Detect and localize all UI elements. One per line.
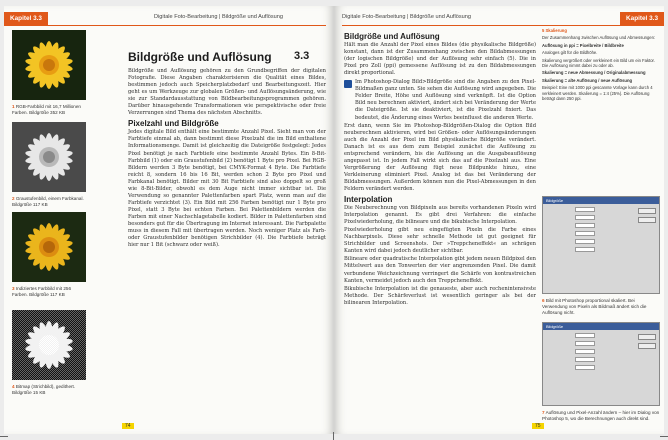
dialog-1-ok-button [638,208,656,214]
subheading-interpolation: Interpolation [344,195,393,205]
tip-block [344,79,536,122]
formula-note: Analoges gilt für die Bildhöhe. [542,50,598,56]
dialog-1-row [546,230,656,236]
section-number: 3.3 [294,50,310,62]
bicubic-paragraph: Bikubische Interpolation ist die genaueste, aber auch rechenintensivste Methode. Der Schärfeverlust ist wesentlich geringer als bei der bilinearen Interpolation. [344,285,536,306]
pixel-repetition-paragraph: Pixelwiederholung gibt neu eingefügten Pixeln die Farbe eines Nachbarpixels. Diese sehr schnelle Methode ist gut geeignet für Strichbilder und Screenshots. Der »Treppcheneffekt« an schrägen Kanten wird dabei jedoch deutlicher sichtbar. [344,227,536,255]
dialog-1-cancel-button [638,217,656,223]
dialog-1-row [546,246,656,252]
dialog-2-ok-button [638,334,656,340]
flower-indexed-image [12,212,86,282]
image-size-dialog-1 [542,196,660,294]
sidebar [542,28,660,101]
running-header-left: Digitale Foto-Bearbeitung | Bildgröße und Auflösung [154,14,283,20]
caption-6: 6 Bild mit Photoshop proportional skaliert. Bei Verwendung von Pixeln als Bildmaß ändert sich die Auflösung nicht. [542,298,647,315]
dialog-2-cancel-button [638,343,656,349]
skalierung-text: Skalierung vergrößert oder verkleinert ein Bild um ein Faktor. Die Auflösung nimmt dabei zu oder ab. [542,57,655,69]
flower-grayscale-image [12,122,86,192]
pixelzahl-paragraph: Jedes digitale Bild enthält eine bestimmte Anzahl Pixel. Sieht man von der Farbtiefe einmal ab, dann bestimmt diese Pixelzahl die im Bild enthaltene Informationsmenge. Damit ist gleichzeitig die Dateigröße festgelegt: Jedes Pixel benötigt je nach Farbtiefe eine bestimmte Anzahl Bytes. Ein 8-Bit-Farbbild (1) oder ein Graustufenbild (2) benötigt 1 Byte pro Pixel. Bei RGB-Bildern werden 3 Byte benötigt, bei CMYK-Format 4 Byte. Die Farbtiefe reicht 8, sondern 16 bis 16 Bit, werden schon 2 Byte pro Pixel und Farbkanal benötigt. Bilder mit 30 Bit Farbtiefe sind also doppelt so groß wie 8-Bit-Bilder, obwohl es dem Auge nicht immer sichtbar ist. Die Verwendung so genannter Palettenfarben spart Platz, wenn man auf die Farbtiefe verzichtet (3). Ein Bild mit 256 Farben benötigt nur 1 Byte pro Pixel, statt 3 Byte bei echten Farben. Bei Palettenbildern werden die Farben mit einer Nachschlagetabelle kodiert. Bilder in Palettenfarben sind besonders gut für die Übertragung im Internet interessant. Die Farbpalette muss in diesem Fall mit übertragen werden. Noch weniger Platz als Farb- oder Graustufenbilder benötigen Strichbilder (4). Die Farbtiefe beträgt hier nur 1 Bit (schwarz oder weiß). [128,129,326,249]
image-size-dialog-2 [542,322,660,406]
tip-paragraph-2: Erst dann, wenn Sie im Photoshop-Bildgrößen-Dialog die Option Bild neuberechnen aktivieren, wird bei Größen- oder Auflösungsänderungen auch die Anzahl der Pixel im Bild physikalische Bildgröße verändert. Danach ist es aus dem zum Beispiel zunächst die Auflösung zu entsprechend verändern, bis die Auflösung an die Ausgabeauflösung angepasst ist. In jedem Fall wirkt sich das auf die Pixelzahl aus. Eine Vergrößerung der Auflösung fügt neue Bildpunkte hinzu, eine Verkleinerung eliminiert Pixel. Analog ist das bei Veränderung der Bildabmessungen. Außerdem können nun die Pixel-Abmessungen in den Feldern verändert werden. [344,122,536,192]
interpolation-paragraph: Die Neuberechnung von Bildpixeln aus bereits vorhandenen Pixeln wird Interpolation genannt. Es gibt drei Verfahren: die einfache Pixelwiederholung, die bilineare und die bikubische Interpolation. [344,205,536,226]
intro-paragraph: Bildgröße und Auflösung gehören zu den Grundbegriffen der digitalen Fotografie. Diese Angaben charakterisieren die Qualität eines Bildes, bestimmen jedoch auch Speicherplatzbedarf und Bearbeitungszeit. Hier geht es um Werkzeuge zur globalen Größen- und Auflösungsänderung, wie sie zur Standardausstattung von Bildbearbeitungsprogrammen gehören. Darüber hinausgehende Transformationen wie perspektivische oder freie Verzerrungen sind Thema des nächsten Abschnitts. [128,68,326,117]
header-rule-left [4,25,326,26]
photo-rgb [12,30,86,100]
header-rule-right [342,25,664,26]
caption-2: 2 Graustufenbild, einem Farbkanal. Bildgröße 117 KB [12,196,84,207]
dialog-2-row [546,364,656,370]
subheading-pixelzahl: Pixelzahl und Bildgröße [128,119,219,129]
dialog-1-titlebar: Bildgröße [543,197,659,204]
caption-5-header: 5 Skalierung [542,28,567,33]
caption-7: 7 Auflösung und Pixel-Anzahl ändern – hier im Dialog von Photoshop 5, wo die Berechnungen auch direkt sind. [542,410,660,421]
bilinear-paragraph: Bilineare oder quadratische Interpolation gibt jedem neuen Bildpixel den Mittelwert aus den Tonwerten der vier angrenzenden Pixel. Die damit verbundene Weichzeichnung verringert die Schärfe von kontrastreichen Kanten, vermeidet jedoch auch den Treppcheneffekt. [344,256,536,284]
formula-3: Skalierung = alte Auflösung / neue Auflösung [542,77,633,83]
formula-2: Skalierung = neue Abmessung / Originalabmessung [542,70,646,76]
left-page [4,6,334,434]
photoshop-icon [344,80,352,88]
photo-grayscale [12,122,86,192]
dialog-1-row [546,238,656,244]
photo-bitmap [12,310,86,380]
subheading-bildgroesse: Bildgröße und Auflösung [344,32,440,41]
flower-color-image [12,30,86,100]
caption-4: 4 Bitmap (Strichbild), gedithert. Bildgröße 15 KB [12,384,76,395]
chapter-tab-left: Kapitel 3.3 [4,12,48,25]
left-body [128,68,326,250]
page-number-left: 74 [122,423,134,429]
photo-indexed [12,212,86,282]
page-number-right: 75 [532,423,544,429]
right-body [344,30,536,308]
formula-1: Auflösung in ppi = Pixelbreite / Bildbreite [542,42,624,48]
chapter-tab-right: Kapitel 3.3 [620,12,664,25]
dialog-2-row [546,356,656,362]
right-page [334,6,664,434]
running-header-right: Digitale Foto-Bearbeitung | Bildgröße und Auflösung [342,14,471,20]
example-text: Beispiel: Eine mit 1000 ppi gescannte Vorlage kann durch 4 verkleinert werden. Skalierung = 1:4 (25%). Die Auflösung beträgt dann 250 ppi. [542,85,653,102]
section-heading: Bildgröße und Auflösung [128,50,272,64]
tip-paragraph: Im Photoshop-Dialog Bild>Bildgröße sind die Angaben zu den Pixel-Bildmaßen ganz unten. Sie sehen die Auflösung wird angegeben. Die Felder Breite, Höhe und Auflösung sind verknüpft. Ist die Option Bild neu berechnen aktiviert, ändert sich bei Veränderung der Werte die Dateigröße. Ist sie deaktiviert, ist die Pixelzahl fixiert. Das bedeutet, die Änderung eines Wertes beeinflusst die anderen Werte. [355,79,536,121]
bildgroesse-paragraph: Hält man die Anzahl der Pixel eines Bildes (die physikalische Bildgröße) konstant, dann ist der Zusammenhang zwischen den Bildabmessungen (der logischen Bildgröße) und der Auflösung sehr einfach (5). Die in Pixel pro Zoll (ppi) gemessene Auflösung ist zu den Bildabmessungen direkt proportional. [344,42,536,77]
caption-5-text: Der Zusammenhang zwischen Auflösung und Abmessungen: [542,35,656,41]
caption-3: 3 Indiziertes Farbbild mit 256 Farben. Bildgröße 117 KB [12,286,71,297]
flower-bitmap-image [12,310,86,380]
caption-1: 1 RGB-Farbbild mit 16,7 Millionen Farben. Bildgröße 352 KB [12,104,81,115]
dialog-2-titlebar: Bildgröße [543,323,659,330]
